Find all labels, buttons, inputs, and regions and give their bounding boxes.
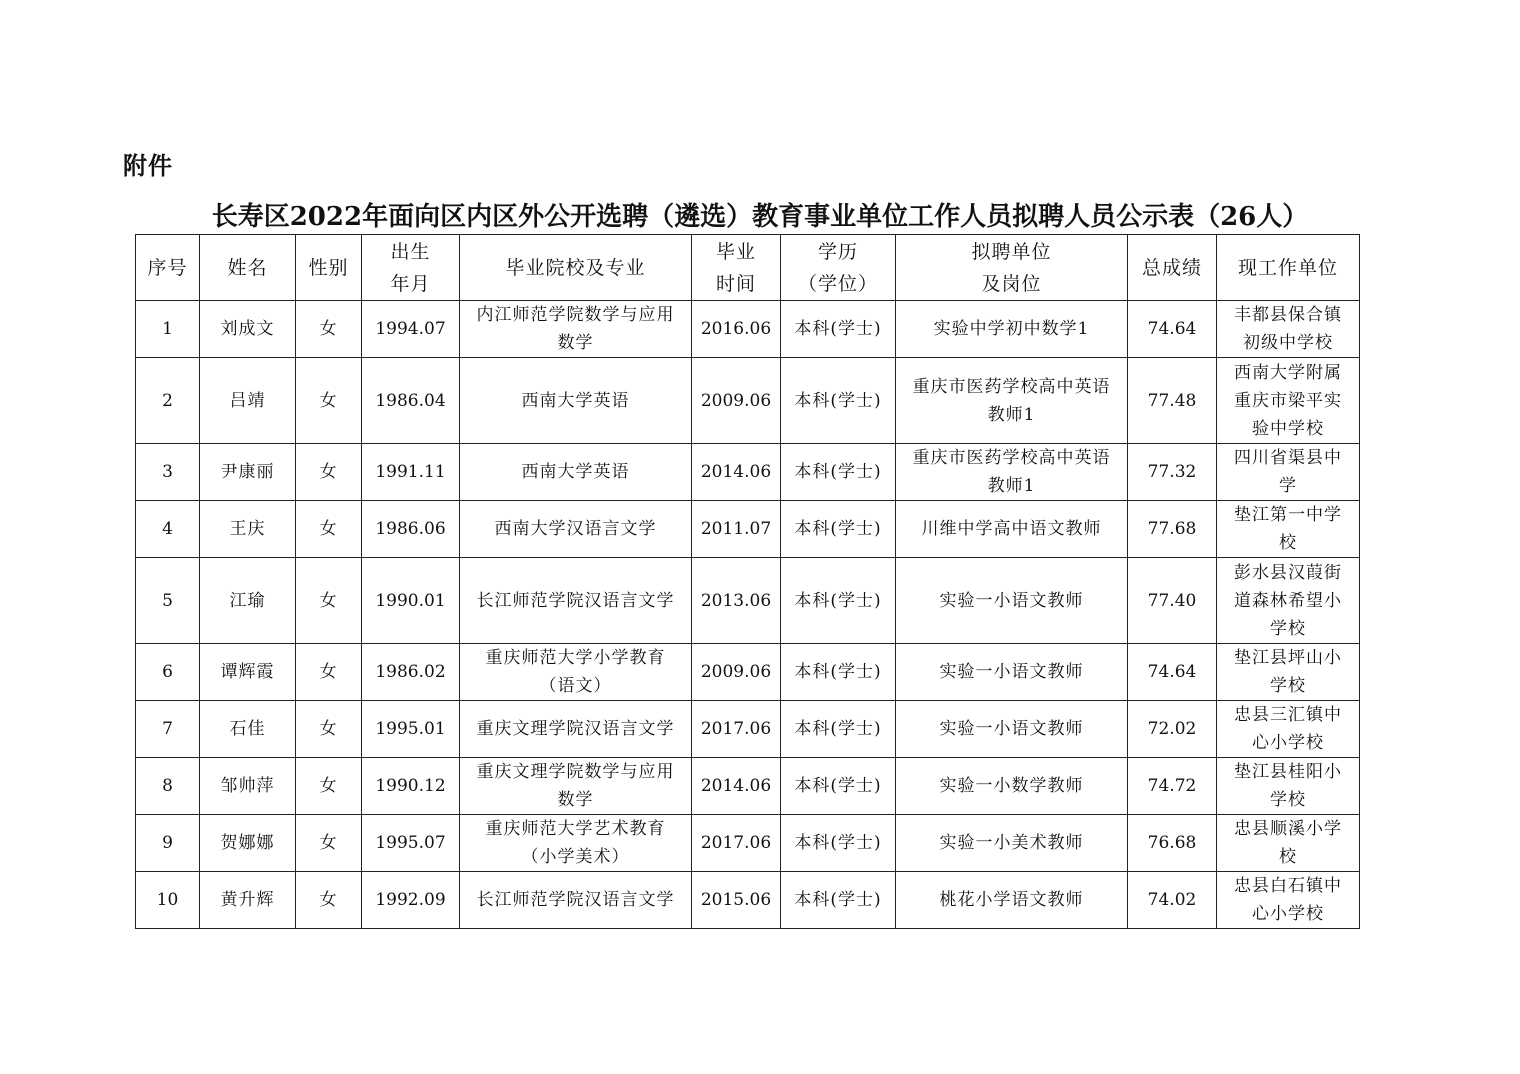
- school-major-cell: 重庆文理学院汉语言文学: [460, 701, 692, 758]
- position-cell: 实验中学初中数学1: [896, 301, 1128, 358]
- degree-cell: 本科(学士): [781, 644, 896, 701]
- header-name: 姓名: [200, 235, 296, 301]
- document-title: 长寿区2022年面向区内区外公开选聘（遴选）教育事业单位工作人员拟聘人员公示表（26人）: [211, 202, 1309, 232]
- name-cell: 石佳: [200, 701, 296, 758]
- school-major-cell: 重庆师范大学小学教育 （语文）: [460, 644, 692, 701]
- current-employer-cell: 彭水县汉葭街 道森林希望小 学校: [1217, 558, 1360, 644]
- position-cell: 川维中学高中语文教师: [896, 501, 1128, 558]
- roster-table: [135, 234, 1360, 929]
- birth-cell: 1995.07: [362, 815, 460, 872]
- attachment-label: 附件: [123, 152, 173, 180]
- birth-cell: 1990.01: [362, 558, 460, 644]
- table-header-row: [136, 235, 1360, 301]
- position-cell: 实验一小语文教师: [896, 644, 1128, 701]
- degree-cell: 本科(学士): [781, 701, 896, 758]
- current-employer-cell: 忠县顺溪小学 校: [1217, 815, 1360, 872]
- name-cell: 黄升辉: [200, 872, 296, 929]
- grad-date-cell: 2014.06: [692, 758, 781, 815]
- score-cell: 74.02: [1128, 872, 1217, 929]
- current-employer-cell: 西南大学附属 重庆市梁平实 验中学校: [1217, 358, 1360, 444]
- gender-cell: 女: [296, 501, 362, 558]
- seq-cell: 6: [136, 644, 200, 701]
- header-current-employer: 现工作单位: [1217, 235, 1360, 301]
- degree-cell: 本科(学士): [781, 501, 896, 558]
- gender-cell: 女: [296, 815, 362, 872]
- header-degree: 学历 （学位）: [781, 235, 896, 301]
- grad-date-cell: 2013.06: [692, 558, 781, 644]
- seq-cell: 9: [136, 815, 200, 872]
- table-row: [136, 758, 1360, 815]
- name-cell: 谭辉霞: [200, 644, 296, 701]
- header-score: 总成绩: [1128, 235, 1217, 301]
- table-row: [136, 558, 1360, 644]
- seq-cell: 8: [136, 758, 200, 815]
- school-major-cell: 西南大学汉语言文学: [460, 501, 692, 558]
- table-row: [136, 815, 1360, 872]
- name-cell: 江瑜: [200, 558, 296, 644]
- table-row: [136, 701, 1360, 758]
- school-major-cell: 西南大学英语: [460, 358, 692, 444]
- seq-cell: 3: [136, 444, 200, 501]
- position-cell: 重庆市医药学校高中英语 教师1: [896, 358, 1128, 444]
- position-cell: 实验一小美术教师: [896, 815, 1128, 872]
- degree-cell: 本科(学士): [781, 444, 896, 501]
- current-employer-cell: 垫江第一中学 校: [1217, 501, 1360, 558]
- header-seq: 序号: [136, 235, 200, 301]
- name-cell: 吕靖: [200, 358, 296, 444]
- degree-cell: 本科(学士): [781, 872, 896, 929]
- birth-cell: 1994.07: [362, 301, 460, 358]
- school-major-cell: 重庆文理学院数学与应用 数学: [460, 758, 692, 815]
- grad-date-cell: 2009.06: [692, 358, 781, 444]
- degree-cell: 本科(学士): [781, 815, 896, 872]
- gender-cell: 女: [296, 301, 362, 358]
- current-employer-cell: 丰都县保合镇 初级中学校: [1217, 301, 1360, 358]
- seq-cell: 10: [136, 872, 200, 929]
- score-cell: 74.64: [1128, 301, 1217, 358]
- gender-cell: 女: [296, 872, 362, 929]
- table-body: [136, 301, 1360, 929]
- header-position: 拟聘单位 及岗位: [896, 235, 1128, 301]
- score-cell: 76.68: [1128, 815, 1217, 872]
- current-employer-cell: 忠县三汇镇中 心小学校: [1217, 701, 1360, 758]
- name-cell: 邹帅萍: [200, 758, 296, 815]
- score-cell: 74.72: [1128, 758, 1217, 815]
- seq-cell: 4: [136, 501, 200, 558]
- degree-cell: 本科(学士): [781, 758, 896, 815]
- degree-cell: 本科(学士): [781, 301, 896, 358]
- score-cell: 77.68: [1128, 501, 1217, 558]
- current-employer-cell: 忠县白石镇中 心小学校: [1217, 872, 1360, 929]
- current-employer-cell: 垫江县坪山小 学校: [1217, 644, 1360, 701]
- birth-cell: 1995.01: [362, 701, 460, 758]
- grad-date-cell: 2015.06: [692, 872, 781, 929]
- position-cell: 重庆市医药学校高中英语 教师1: [896, 444, 1128, 501]
- school-major-cell: 长江师范学院汉语言文学: [460, 558, 692, 644]
- header-school-major: 毕业院校及专业: [460, 235, 692, 301]
- name-cell: 王庆: [200, 501, 296, 558]
- gender-cell: 女: [296, 644, 362, 701]
- gender-cell: 女: [296, 444, 362, 501]
- birth-cell: 1986.04: [362, 358, 460, 444]
- current-employer-cell: 垫江县桂阳小 学校: [1217, 758, 1360, 815]
- current-employer-cell: 四川省渠县中 学: [1217, 444, 1360, 501]
- school-major-cell: 西南大学英语: [460, 444, 692, 501]
- grad-date-cell: 2017.06: [692, 815, 781, 872]
- birth-cell: 1991.11: [362, 444, 460, 501]
- seq-cell: 2: [136, 358, 200, 444]
- table-row: [136, 872, 1360, 929]
- position-cell: 桃花小学语文教师: [896, 872, 1128, 929]
- degree-cell: 本科(学士): [781, 558, 896, 644]
- header-birth: 出生 年月: [362, 235, 460, 301]
- birth-cell: 1986.06: [362, 501, 460, 558]
- gender-cell: 女: [296, 558, 362, 644]
- table-row: [136, 644, 1360, 701]
- name-cell: 贺娜娜: [200, 815, 296, 872]
- table-row: [136, 501, 1360, 558]
- seq-cell: 1: [136, 301, 200, 358]
- grad-date-cell: 2017.06: [692, 701, 781, 758]
- seq-cell: 5: [136, 558, 200, 644]
- school-major-cell: 长江师范学院汉语言文学: [460, 872, 692, 929]
- name-cell: 尹康丽: [200, 444, 296, 501]
- gender-cell: 女: [296, 358, 362, 444]
- grad-date-cell: 2016.06: [692, 301, 781, 358]
- position-cell: 实验一小语文教师: [896, 701, 1128, 758]
- score-cell: 77.40: [1128, 558, 1217, 644]
- seq-cell: 7: [136, 701, 200, 758]
- position-cell: 实验一小语文教师: [896, 558, 1128, 644]
- table-row: [136, 444, 1360, 501]
- degree-cell: 本科(学士): [781, 358, 896, 444]
- school-major-cell: 重庆师范大学艺术教育 （小学美术）: [460, 815, 692, 872]
- grad-date-cell: 2014.06: [692, 444, 781, 501]
- birth-cell: 1990.12: [362, 758, 460, 815]
- score-cell: 74.64: [1128, 644, 1217, 701]
- table-row: [136, 301, 1360, 358]
- table-row: [136, 358, 1360, 444]
- grad-date-cell: 2009.06: [692, 644, 781, 701]
- gender-cell: 女: [296, 758, 362, 815]
- birth-cell: 1992.09: [362, 872, 460, 929]
- grad-date-cell: 2011.07: [692, 501, 781, 558]
- position-cell: 实验一小数学教师: [896, 758, 1128, 815]
- score-cell: 72.02: [1128, 701, 1217, 758]
- header-grad-date: 毕业 时间: [692, 235, 781, 301]
- birth-cell: 1986.02: [362, 644, 460, 701]
- score-cell: 77.32: [1128, 444, 1217, 501]
- score-cell: 77.48: [1128, 358, 1217, 444]
- school-major-cell: 内江师范学院数学与应用 数学: [460, 301, 692, 358]
- name-cell: 刘成文: [200, 301, 296, 358]
- gender-cell: 女: [296, 701, 362, 758]
- header-gender: 性别: [296, 235, 362, 301]
